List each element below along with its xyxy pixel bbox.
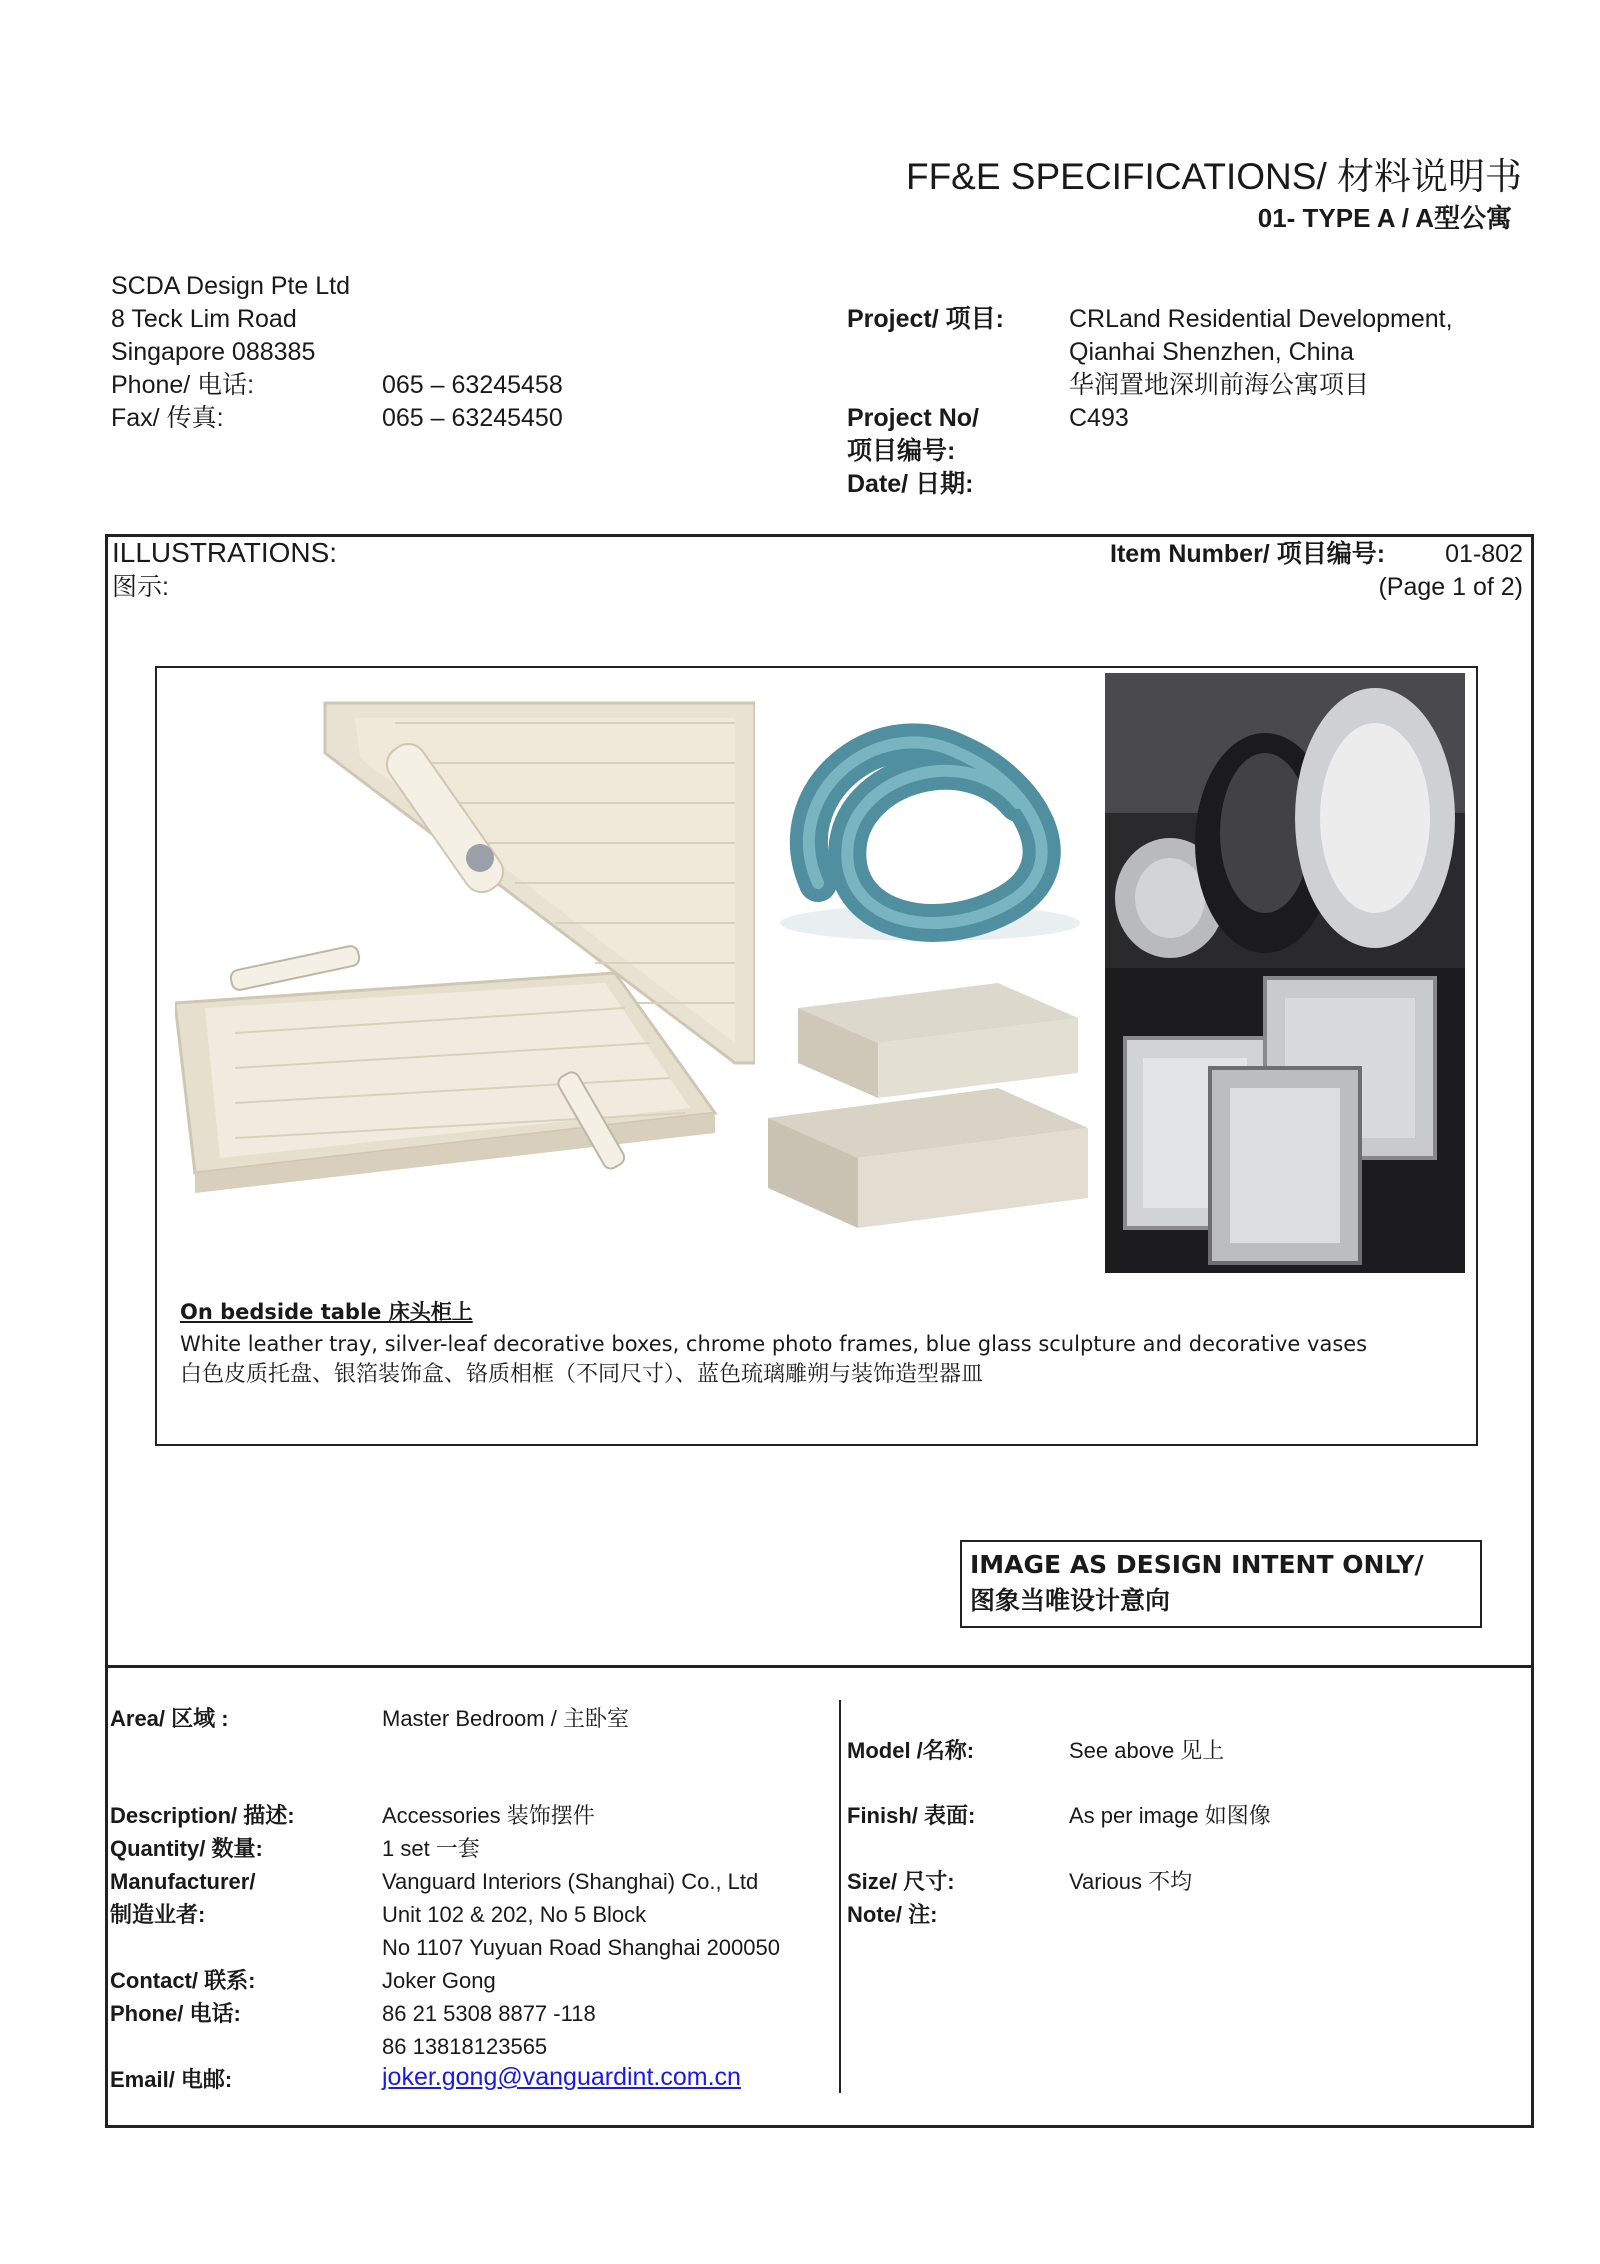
model-label: Model /名称: [847,1738,975,1763]
page-subtitle: 01- TYPE A / A型公寓 [1257,203,1512,233]
item-number: 01-802 [1445,540,1523,568]
project-no-label-1: Project No/ [847,404,979,432]
illustrations-label: ILLUSTRATIONS: [112,537,338,568]
quantity-label: Quantity/ 数量: [110,1836,263,1861]
company-address-2: Singapore 088385 [111,338,316,366]
silver-boxes-photo [758,968,1103,1273]
company-name: SCDA Design Pte Ltd [111,272,351,300]
model-value: See above 见上 [1069,1738,1225,1763]
project-line-2: Qianhai Shenzhen, China [1069,338,1354,366]
design-intent-line-2: 图象当唯设计意向 [970,1586,1171,1615]
item-number-label: Item Number/ 项目编号: [1110,540,1386,568]
caption-heading: On bedside table 床头柜上 [180,1300,473,1324]
contact-value: Joker Gong [382,1968,496,1993]
company-phone-label: Phone/ 电话: [111,371,255,399]
size-value: Various 不均 [1069,1869,1193,1894]
project-no-label-2: 项目编号: [847,437,956,465]
area-label: Area/ 区域 : [110,1706,229,1731]
contact-label: Contact/ 联系: [110,1968,256,1993]
manufacturer-line-1: Vanguard Interiors (Shanghai) Co., Ltd [382,1869,759,1894]
size-label: Size/ 尺寸: [847,1869,955,1894]
caption-cn: 白色皮质托盘、银箔装饰盒、铬质相框（不同尺寸）、蓝色琉璃雕朔与装饰造型器皿 [180,1362,984,1387]
area-value: Master Bedroom / 主卧室 [382,1706,629,1731]
crystal-vases-photo [1105,673,1465,968]
date-label: Date/ 日期: [847,470,974,498]
caption-en: White leather tray, silver-leaf decorative boxes, chrome photo frames, blue glass sculpture and decorative vases [180,1332,1368,1356]
illustrations-label-cn: 图示: [112,573,169,601]
frame-divider [105,1665,1534,1668]
finish-value: As per image 如图像 [1069,1803,1271,1828]
email-link[interactable]: joker.gong@vanguardint.com.cn [382,2063,741,2091]
email-label: Email/ 电邮: [110,2067,233,2092]
design-intent-line-1: IMAGE AS DESIGN INTENT ONLY/ [970,1550,1424,1579]
note-label: Note/ 注: [847,1902,938,1927]
project-no-value: C493 [1069,404,1129,432]
company-phone: 065 – 63245458 [382,371,563,399]
description-value: Accessories 装饰摆件 [382,1803,595,1828]
glass-knot-photo [758,673,1103,963]
manufacturer-line-2: Unit 102 & 202, No 5 Block [382,1902,647,1927]
quantity-value: 1 set 一套 [382,1836,480,1861]
description-label: Description/ 描述: [110,1803,295,1828]
company-fax-label: Fax/ 传真: [111,404,224,432]
photo-frames-photo [1105,968,1465,1273]
phone-value-1: 86 21 5308 8877 -118 [382,2001,596,2026]
phone-value-2: 86 13818123565 [382,2034,548,2059]
project-line-3: 华润置地深圳前海公寓项目 [1069,371,1370,399]
page-title: FF&E SPECIFICATIONS/ 材料说明书 [905,156,1522,197]
leather-tray-photo [175,673,755,1273]
manufacturer-label-1: Manufacturer/ [110,1869,256,1894]
page-indicator: (Page 1 of 2) [1378,573,1523,601]
company-address-1: 8 Teck Lim Road [111,305,297,333]
project-label: Project/ 项目: [847,305,1004,333]
project-line-1: CRLand Residential Development, [1069,305,1453,333]
manufacturer-line-3: No 1107 Yuyuan Road Shanghai 200050 [382,1935,780,1960]
company-fax: 065 – 63245450 [382,404,563,432]
phone-label: Phone/ 电话: [110,2001,241,2026]
finish-label: Finish/ 表面: [847,1803,976,1828]
details-column-divider [839,1700,841,2093]
manufacturer-label-2: 制造业者: [110,1902,206,1927]
